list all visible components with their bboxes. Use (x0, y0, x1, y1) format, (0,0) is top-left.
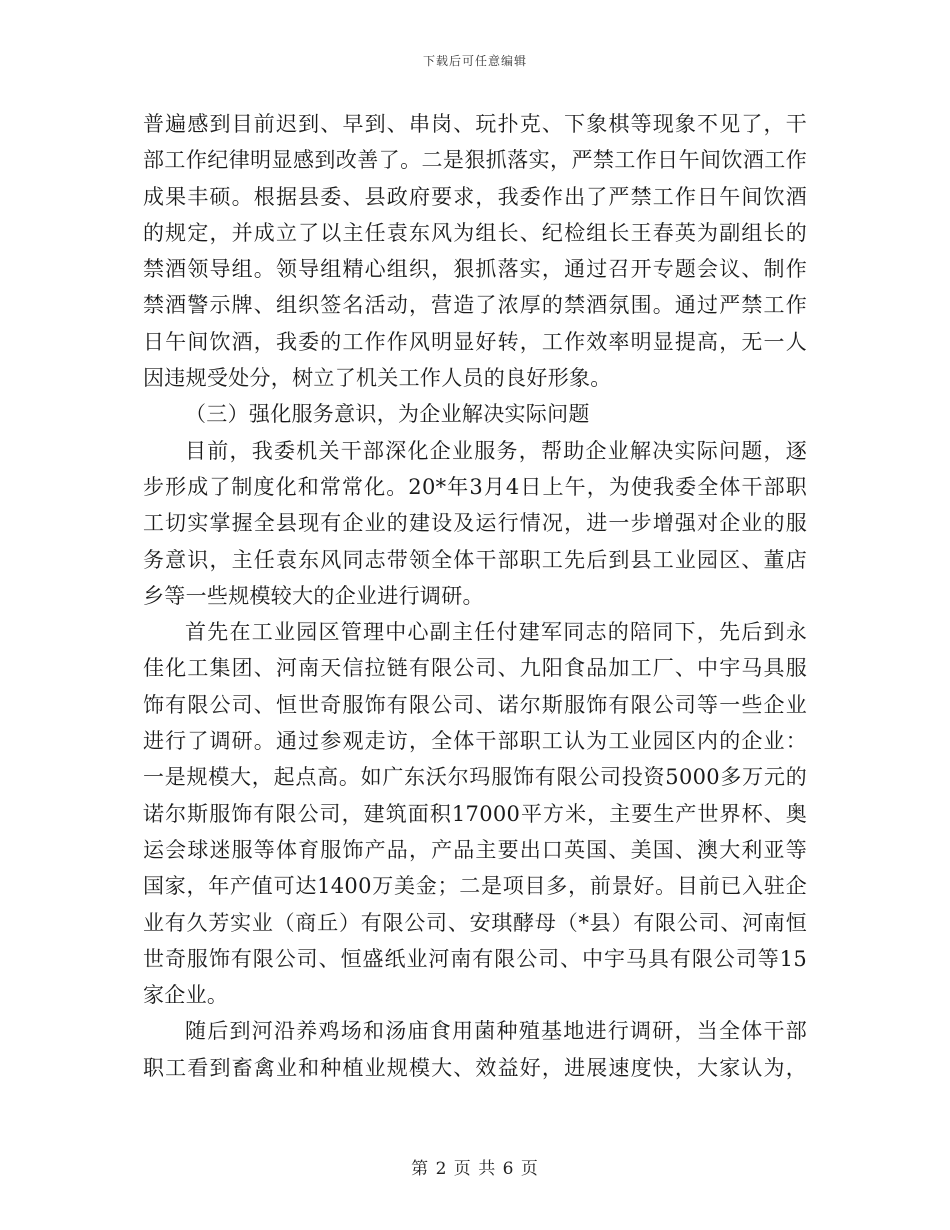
text-line: 禁酒领导组。领导组精心组织，狠抓落实，通过召开专题会议、制作 (143, 257, 807, 282)
text-line: 运会球迷服等体育服饰产品，产品主要出口英国、美国、澳大利亚等 (143, 837, 807, 862)
text-line: 普遍感到目前迟到、早到、串岗、玩扑克、下象棋等现象不见了，干 (143, 112, 807, 136)
text-line: 国家，年产值可达1400万美金；二是项目多，前景好。目前已入驻企 (143, 874, 807, 899)
section-heading: （三）强化服务意识，为企业解决实际问题 (185, 402, 590, 427)
text-line: 业有久芳实业（商丘）有限公司、安琪酵母（*县）有限公司、河南恒 (143, 910, 807, 935)
text-line: 日午间饮酒，我委的工作作风明显好转，工作效率明显提高，无一人 (143, 329, 807, 354)
page-header: 下载后可任意编辑 (422, 54, 527, 68)
text-line: 目前，我委机关干部深化企业服务，帮助企业解决实际问题，逐 (185, 438, 807, 463)
text-line: 禁酒警示牌、组织签名活动，营造了浓厚的禁酒氛围。通过严禁工作 (143, 293, 807, 318)
text-line: 步形成了制度化和常常化。20*年3月4日上午，为使我委全体干部职 (143, 474, 807, 499)
text-line: 进行了调研。通过参观走访，全体干部职工认为工业园区内的企业： (143, 729, 807, 754)
document-body (143, 106, 807, 1086)
text-line: 首先在工业园区管理中心副主任付建军同志的陪同下，先后到永 (185, 620, 807, 645)
text-line: 饰有限公司、恒世奇服饰有限公司、诺尔斯服饰有限公司等一些企业 (143, 692, 807, 717)
text-line: 诺尔斯服饰有限公司，建筑面积17000平方米，主要生产世界杯、奥 (143, 801, 807, 826)
text-line: 家企业。 (143, 983, 229, 1008)
text-line: 部工作纪律明显感到改善了。二是狠抓落实，严禁工作日午间饮酒工作 (143, 148, 807, 173)
text-line: 因违规受处分，树立了机关工作人员的良好形象。 (143, 366, 612, 391)
page-number: 第 2 页 共 6 页 (411, 1159, 539, 1179)
text-line: 成果丰硕。根据县委、县政府要求，我委作出了严禁工作日午间饮酒 (143, 184, 807, 209)
text-line: 职工看到畜禽业和种植业规模大、效益好，进展速度快，大家认为， (143, 1055, 807, 1080)
text-line: 世奇服饰有限公司、恒盛纸业河南有限公司、中宇马具有限公司等15 (143, 946, 807, 971)
text-line: 的规定，并成立了以主任袁东风为组长、纪检组长王春英为副组长的 (143, 220, 807, 245)
text-line: 随后到河沿养鸡场和汤庙食用菌种殖基地进行调研，当全体干部 (185, 1019, 807, 1044)
text-line: 一是规模大，起点高。如广东沃尔玛服饰有限公司投资5000多万元的 (143, 765, 807, 790)
text-line: 乡等一些规模较大的企业进行调研。 (143, 583, 484, 608)
text-line: 务意识，主任袁东风同志带领全体干部职工先后到县工业园区、董店 (143, 547, 807, 572)
text-line: 佳化工集团、河南天信拉链有限公司、九阳食品加工厂、中宇马具服 (143, 656, 807, 681)
text-line: 工切实掌握全县现有企业的建设及运行情况，进一步增强对企业的服 (143, 511, 807, 536)
